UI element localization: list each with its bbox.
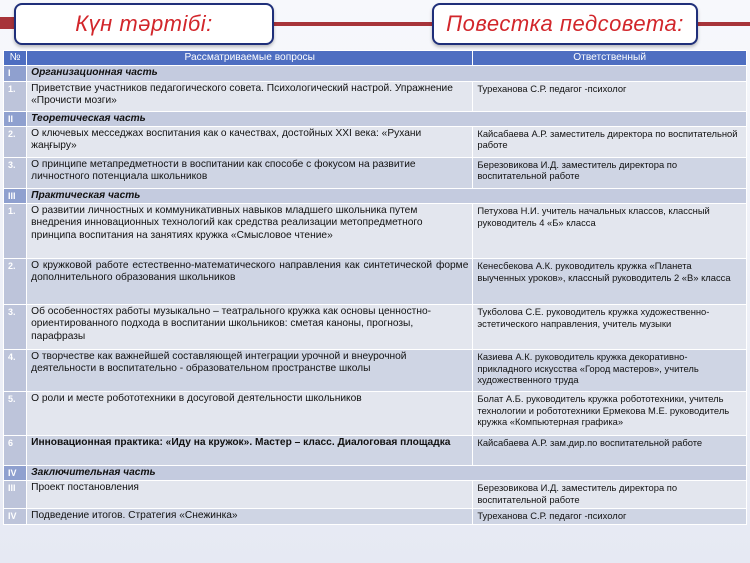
question-cell: О развитии личностных и коммуникативных навыков младшего школьника путем внедрения инновационных технологий как средства реализации метопредметного принципа воспитания на занятиях кружка «Смысловое чтение» [27,204,473,259]
question-cell: Инновационная практика: «Иду на кружок». Мастер – класс. Диалоговая площадка [27,436,473,466]
row-number: 3. [4,157,27,188]
table-row [4,204,747,259]
table-row [4,436,747,466]
section-row-organizational [4,66,747,81]
table-row [4,509,747,524]
section-title: Организационная часть [27,66,747,81]
section-title: Заключительная часть [27,466,747,481]
accent-strip-left [0,17,14,29]
responsible-cell: Туреханова С.Р. педагог -психолог [473,509,747,524]
responsible-cell: Туреханова С.Р. педагог -психолог [473,81,747,111]
question-cell: О принципе метапредметности в воспитании как способе с фокусом на развитие личностного потенциала школьников [27,157,473,188]
row-number: IV [4,509,27,524]
table-row [4,305,747,350]
row-number: II [4,111,27,126]
question-cell: О роли и месте робототехники в досуговой деятельности школьников [27,392,473,436]
responsible-cell: Петухова Н.И. учитель начальных классов, классный руководитель 4 «Б» класса [473,204,747,259]
row-number: 6 [4,436,27,466]
kazakh-title-banner: Күн тәртібі: [14,3,274,45]
question-cell: Проект постановления [27,481,473,509]
table-row [4,157,747,188]
question-cell: Подведение итогов. Стратегия «Снежинка» [27,509,473,524]
column-header-responsible: Ответственный [473,51,747,66]
section-title: Практическая часть [27,188,747,203]
table-row [4,350,747,392]
section-row-theoretical [4,111,747,126]
row-number: 4. [4,350,27,392]
question-cell: О творчестве как важнейшей составляющей интеграции урочной и внеурочной деятельности в воспитательно - образовательном пространстве школы [27,350,473,392]
column-header-number: № [4,51,27,66]
russian-title-banner: Повестка педсовета: [432,3,698,45]
responsible-cell: Березовикова И.Д. заместитель директора по воспитательной работе [473,481,747,509]
column-header-question: Рассматриваемые вопросы [27,51,473,66]
table-row [4,126,747,157]
table-header-row [4,51,747,66]
question-cell: Об особенностях работы музыкально – театрального кружка как основы ценностно-ориентированного подхода в воспитании школьников: сметая каноны, прогнозы, парафразы [27,305,473,350]
section-row-practical [4,188,747,203]
row-number: IV [4,466,27,481]
row-number: I [4,66,27,81]
question-cell: О кружковой работе естественно-математического направления как синтетической форме дополнительного образования школьников [27,259,473,305]
table-row [4,481,747,509]
row-number: 3. [4,305,27,350]
row-number: 2. [4,126,27,157]
table-row [4,259,747,305]
accent-bar-middle [270,22,432,26]
question-cell: О ключевых месседжах воспитания как о качествах, достойных XXI века: «Рухани жаңғыру» [27,126,473,157]
responsible-cell: Березовикова И.Д. заместитель директора по воспитательной работе [473,157,747,188]
responsible-cell: Болат А.Б. руководитель кружка робототехники, учитель технологии и робототехники Ермекова М.Е. руководитель кружка «Компьютерная графика» [473,392,747,436]
row-number: 2. [4,259,27,305]
responsible-cell: Казиева А.К. руководитель кружка декоративно-прикладного искусства «Город мастеров», учитель художественного труда [473,350,747,392]
table-row [4,81,747,111]
agenda-table [3,50,747,525]
responsible-cell: Кенесбекова А.К. руководитель кружка «Планета выученных уроков», классный руководитель 2 «В» класса [473,259,747,305]
responsible-cell: Кайсабаева А.Р. заместитель директора по воспитательной работе [473,126,747,157]
row-number: 1. [4,81,27,111]
section-row-final [4,466,747,481]
row-number: III [4,188,27,203]
accent-bar-right [694,22,750,26]
responsible-cell: Тукболова С.Е. руководитель кружка художественно-эстетического направления, учитель музыки [473,305,747,350]
question-cell: Приветствие участников педагогического совета. Психологический настрой. Упражнение «Прочисти мозги» [27,81,473,111]
row-number: 1. [4,204,27,259]
responsible-cell: Кайсабаева А.Р. зам.дир.по воспитательной работе [473,436,747,466]
section-title: Теоретическая часть [27,111,747,126]
table-row [4,392,747,436]
row-number: III [4,481,27,509]
row-number: 5. [4,392,27,436]
